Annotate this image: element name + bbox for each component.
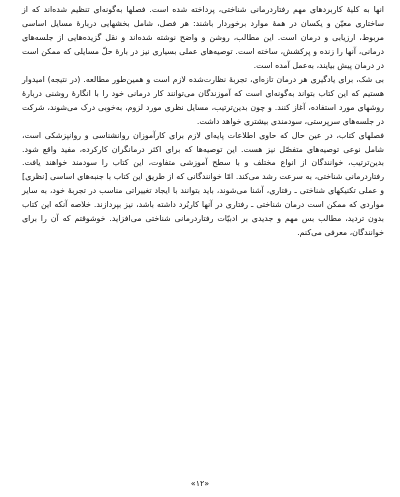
body-paragraph-2: بی شک، برای یادگیری هر درمان تازه‌ای، تجربهٔ نظارت‌شده لازم است و همین‌طور مطالعه. (در نتیجه) امیدوار هستیم که این کتاب بتواند به‌گونه‌ای است که آموزندگان می‌توانند کار درمانی خود را با انگارهٔ روشنی دربارهٔ روشهای مورد استفاده، آغاز کنند. و چون بدین‌ترتیب، مسایل نظری مورد لزوم، به‌خوبی درک می‌شوند، شرکت در جلسه‌های سرپرستی، سودمندی بیشتری خواهد داشت. [22, 74, 384, 126]
body-paragraph-3: فصلهای کتاب، در عین حال که حاوی اطلاعات پایه‌ای لازم برای کارآموزان روانشناسی و روانپزشکی است، شامل نوعی توصیه‌های متفصّل نیز هست. این توصیه‌ها که برای اکثر درمانگران کارکرده، مفید واقع شود. بدین‌ترتیب، خوانندگان از انواع مختلف و با سطح آموزشی متفاوت، این کتاب را سودمند خواهند یافت. رفتاردرمانی شناختی، به سرعت رشد می‌کند. امّا خوانندگانی که از طریق این کتاب با جنبه‌های اساسی [نظری] و عملی تکنیکهای شناختی ـ رفتاری، آشنا می‌شوند، باید بتوانند با ایجاد تغییراتی مناسب در تجربهٔ خود، به سایر مواردی که ممکن است درمان شناختی ـ رفتاری در آنها کاربُرد داشته باشد، نیز بپردازند. خلاصه آنکه این کتاب بدون تردید، مطالب بس مهم و جدیدی بر ادبیّات رفتاردرمانی شناختی می‌افزاید. خوشوقتم که آن را برای خوانندگان، معرفی می‌کنم. [22, 130, 384, 238]
document-page [22, 3, 384, 473]
page-number: «۱۲» [190, 479, 210, 488]
body-paragraph-1: انها به کلیهٔ کاربردهای مهم رفتاردرمانی شناختی، پرداخته شده است. فصلها به‌گونه‌ای تنظیم شده‌اند که از ساختاری معیّن و یکسان در همهٔ موارد برخوردار باشند: هر فصل، شامل بخشهایی دربارهٔ مسایل اساسی مربوط، ارزیابی و درمان است. این مطالب، روشن و واضح نوشته شده‌اند و نقل گزیده‌هایی از جلسه‌های درمانی، آنها را زنده و پرکشش، ساخته است. توصیه‌های عملی بسیاری نیز در بارهٔ حلّ مسایلی که ممکن است در درمان پیش بیایند، به‌عمل آمده است. [22, 5, 384, 70]
